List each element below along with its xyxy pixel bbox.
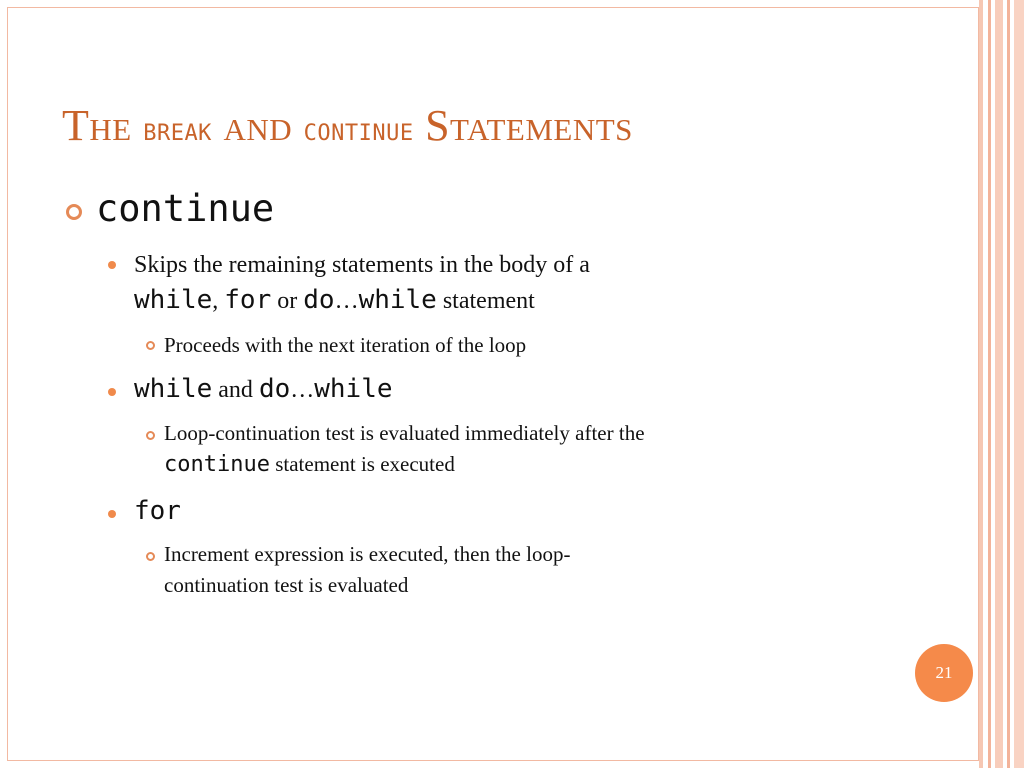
text-tail: statement	[436, 288, 535, 314]
title-keyword-break: break	[143, 110, 212, 148]
keyword-while: while	[314, 374, 393, 404]
title-text: The	[62, 101, 144, 150]
sub-bullet-text: Increment expression is executed, then the loop-	[164, 542, 571, 566]
keyword-while: while	[134, 285, 213, 315]
keyword-for: for	[134, 496, 181, 526]
bullet-text: Skips the remaining statements in the body of a	[134, 252, 590, 278]
keyword-while: while	[134, 374, 213, 404]
title-text: Statements	[413, 101, 633, 150]
ring-bullet-icon	[66, 204, 82, 220]
slide-title	[62, 101, 633, 150]
conjunction: or	[271, 288, 304, 314]
stripe	[1007, 0, 1010, 768]
sub-bullet-text-line2	[164, 449, 455, 480]
ring-bullet-icon	[146, 341, 155, 350]
bullet-text	[134, 372, 393, 407]
keyword-do: do	[303, 285, 335, 315]
stripe	[988, 0, 991, 768]
keyword-do: do	[258, 374, 291, 404]
dot-bullet-icon	[108, 510, 116, 518]
ring-bullet-icon	[146, 431, 155, 440]
title-text: and	[211, 101, 304, 150]
sub-bullet-text: Proceeds with the next iteration of the loop	[164, 333, 527, 357]
separator: ,	[212, 288, 225, 314]
text-tail: statement is executed	[269, 452, 455, 476]
stripe	[1014, 0, 1024, 768]
title-keyword-continue: continue	[303, 110, 414, 148]
stripe	[995, 0, 1003, 768]
keyword-while: while	[358, 285, 437, 315]
keyword-for: for	[224, 285, 272, 315]
bullet-text-line2	[134, 283, 535, 318]
dot-bullet-icon	[108, 388, 116, 396]
sub-bullet-text: Loop-continuation test is evaluated immediately after the	[164, 421, 645, 445]
bullet-text	[134, 494, 181, 529]
dot-bullet-icon	[108, 261, 116, 269]
ellipsis: …	[290, 377, 315, 403]
keyword-continue: continue	[164, 452, 270, 477]
sub-bullet-text-line2: continuation test is evaluated	[164, 573, 409, 597]
bullet-label: continue	[96, 187, 275, 230]
stripe	[979, 0, 983, 768]
decorative-stripes	[979, 0, 1024, 768]
page-number-badge: 21	[915, 644, 973, 702]
conjunction: and	[212, 377, 259, 403]
ellipsis: …	[334, 288, 359, 314]
ring-bullet-icon	[146, 552, 155, 561]
